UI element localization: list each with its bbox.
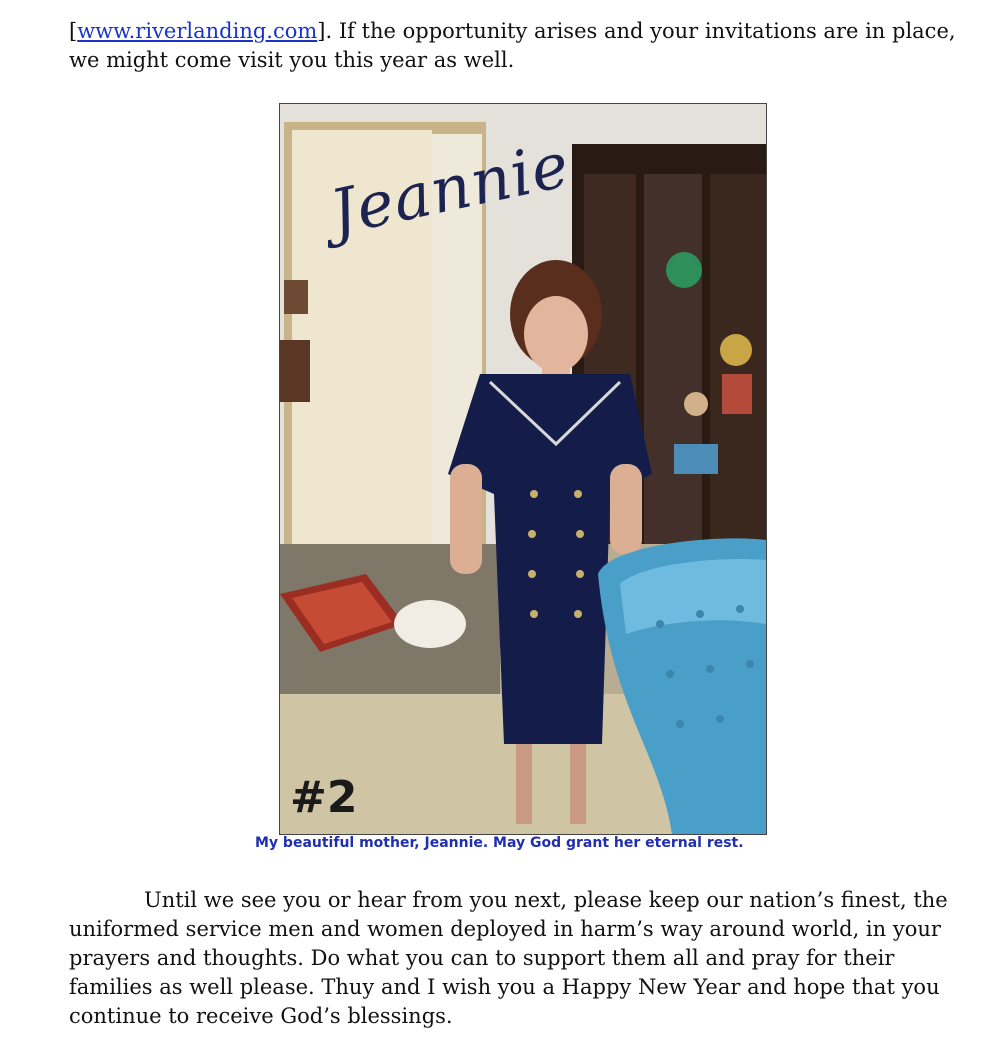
closing-paragraph-text: Until we see you or hear from you next, please keep our nation’s finest, the uniformed service men and women deployed in harm’s way around world, in your prayers and thoughts. Do what you can to support them all and pray for their families as well please. Thuy and I wish you a Happy New Year and hope that you continue to receive God’s blessings. bbox=[69, 888, 948, 1028]
intro-paragraph-text: ]. If the opportunity arises and your invitations are in place, we might come visit you this year as well. bbox=[69, 19, 956, 72]
intro-paragraph bbox=[69, 17, 979, 75]
open-bracket: [ bbox=[69, 19, 78, 43]
photo-caption: My beautiful mother, Jeannie. May God grant her eternal rest. bbox=[255, 835, 744, 851]
photo-number-overlay: #2 bbox=[290, 772, 358, 823]
riverlanding-link[interactable]: www.riverlanding.com bbox=[77, 19, 318, 43]
closing-paragraph bbox=[69, 886, 959, 1031]
jeannie-photo bbox=[279, 103, 767, 835]
photo-name-overlay: Jeannie bbox=[324, 127, 576, 250]
